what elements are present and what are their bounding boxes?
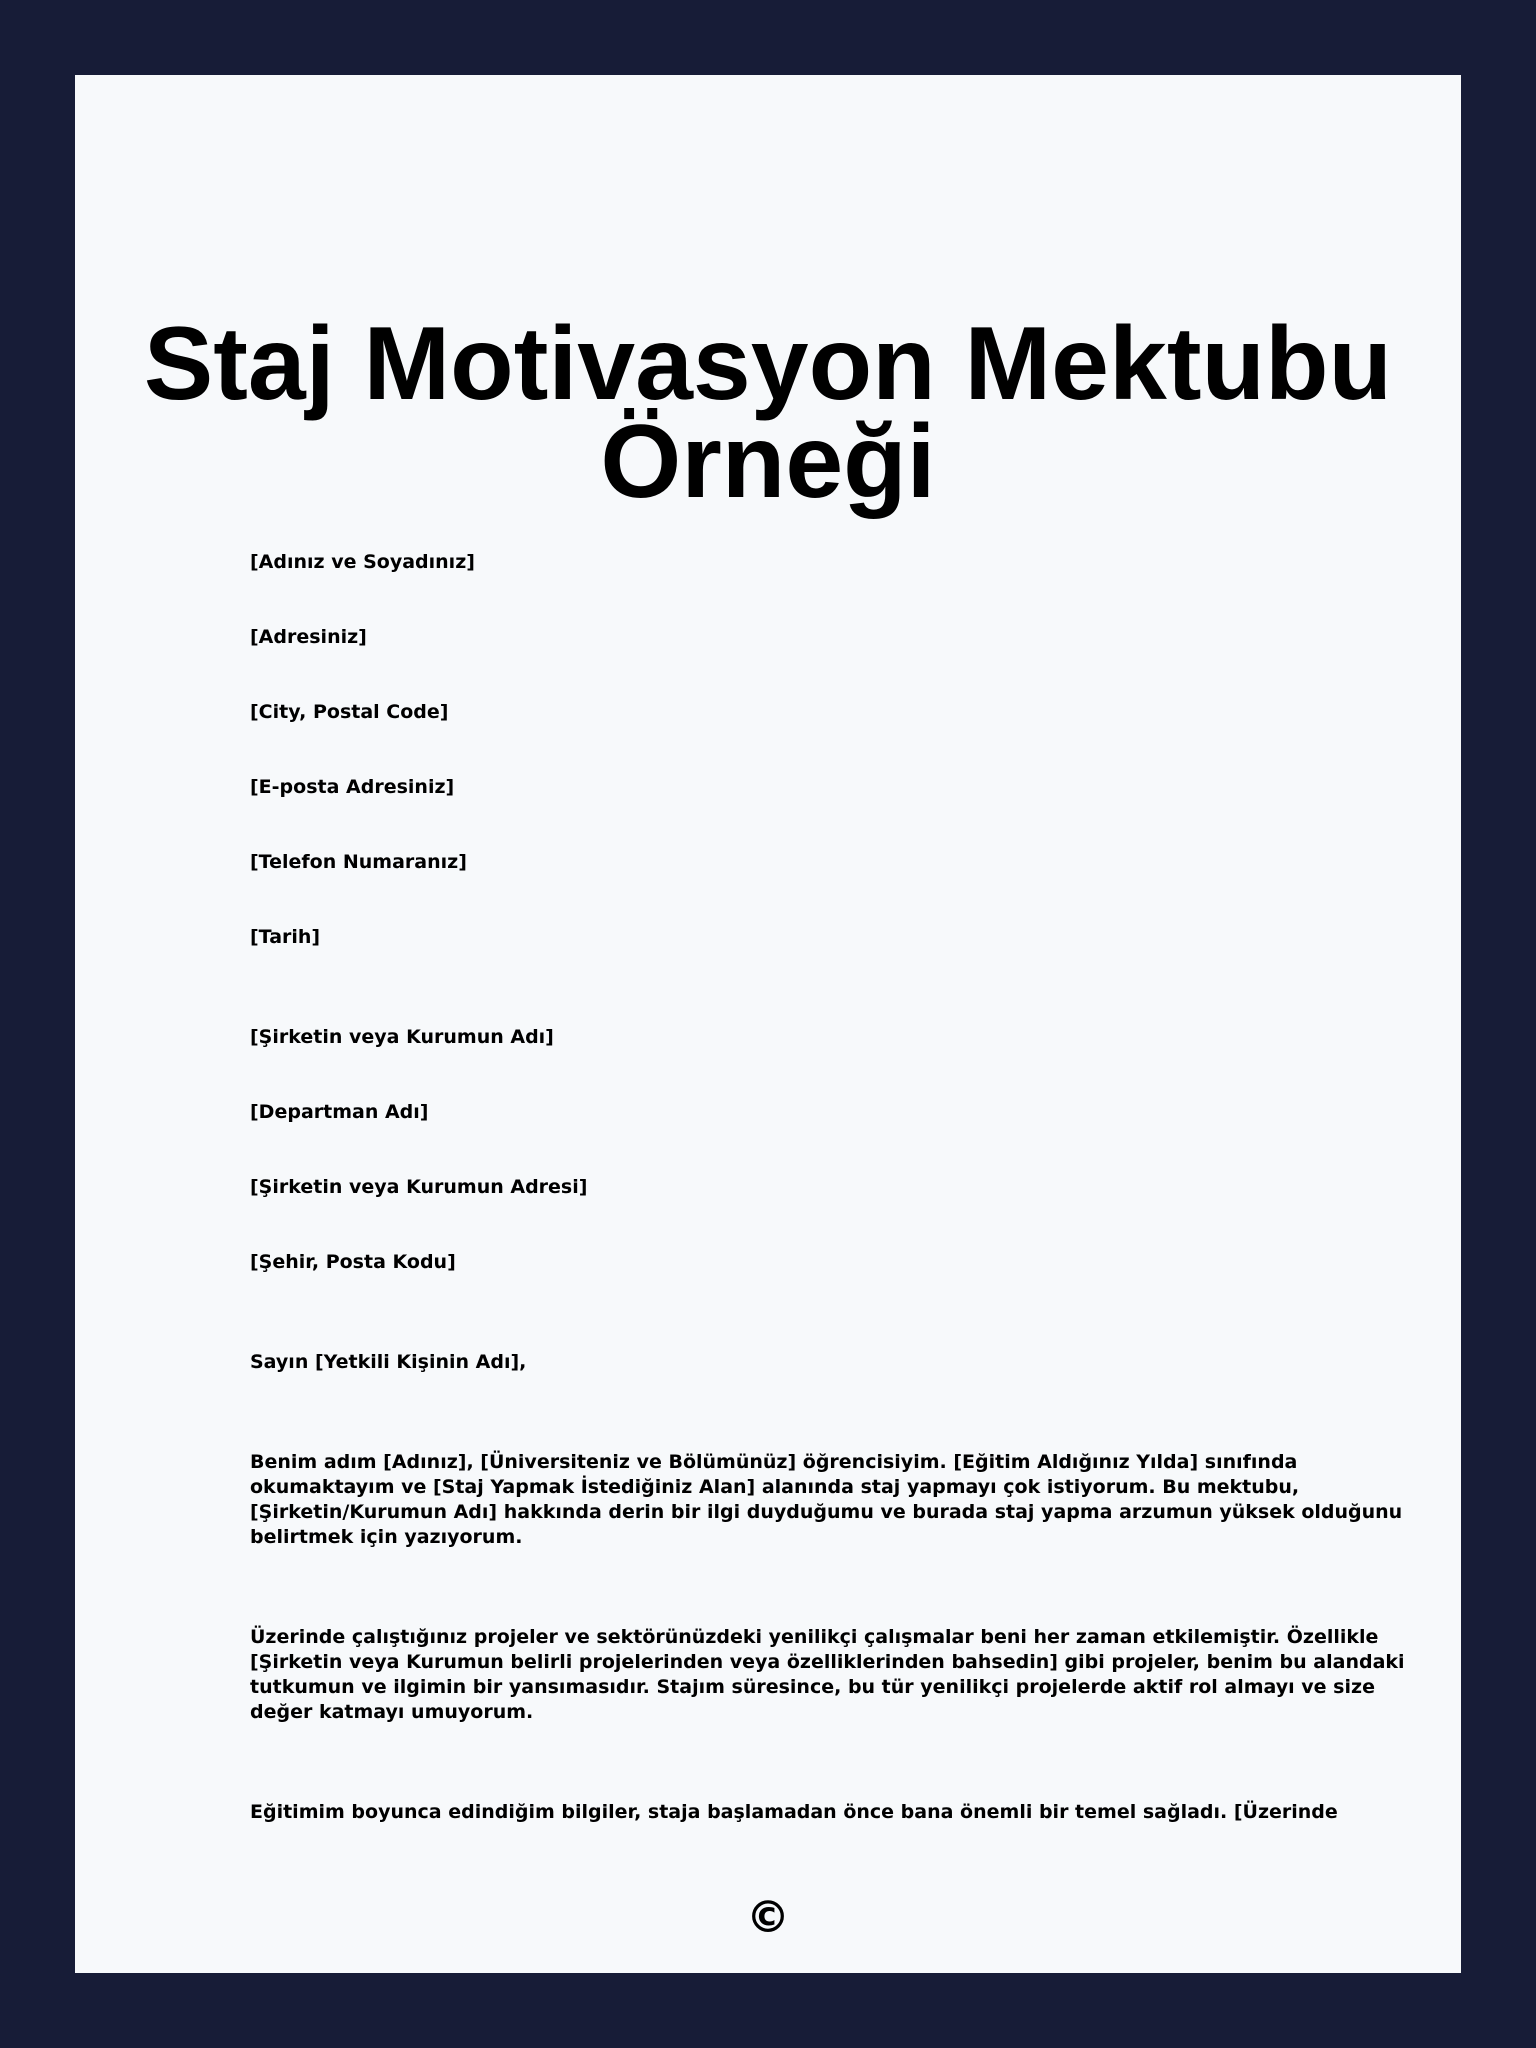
salutation: Sayın [Yetkili Kişinin Adı], xyxy=(250,1351,527,1373)
paragraph-line: tutkumun ve ilgimin bir yansımasıdır. Stajım süresince, bu tür yenilikçi projelerde aktif rol almayı ve size xyxy=(250,1676,1375,1698)
paragraph-line: Benim adım [Adınız], [Üniversiteniz ve Bölümünüz] öğrencisiyim. [Eğitim Aldığınız Yılda] sınıfında xyxy=(250,1451,1298,1473)
sender-phone: [Telefon Numaranız] xyxy=(250,851,467,873)
document-page xyxy=(75,75,1461,1973)
recipient-department: [Departman Adı] xyxy=(250,1101,429,1123)
paragraph-1 xyxy=(250,1450,1403,1550)
paragraph-line: değer katmayı umuyorum. xyxy=(250,1701,534,1723)
paragraph-line: [Şirketin veya Kurumun belirli projelerinden veya özelliklerinden bahsedin] gibi projeler, benim bu alandaki xyxy=(250,1651,1405,1673)
paragraph-line: Üzerinde çalıştığınız projeler ve sektörünüzdeki yenilikçi çalışmalar beni her zaman etkilemiştir. Özellikle xyxy=(250,1626,1379,1648)
paragraph-line: belirtmek için yazıyorum. xyxy=(250,1526,523,1548)
sender-name: [Adınız ve Soyadınız] xyxy=(250,551,475,573)
sender-address: [Adresiniz] xyxy=(250,626,367,648)
paragraph-line: Eğitimim boyunca edindiğim bilgiler, staja başlamadan önce bana önemli bir temel sağladı. [Üzerinde xyxy=(250,1801,1338,1823)
recipient-company: [Şirketin veya Kurumun Adı] xyxy=(250,1026,554,1048)
recipient-city: [Şehir, Posta Kodu] xyxy=(250,1251,456,1273)
sender-city: [City, Postal Code] xyxy=(250,701,449,723)
paragraph-line: okumaktayım ve [Staj Yapmak İstediğiniz Alan] alanında staj yapmayı çok istiyorum. Bu mektubu, xyxy=(250,1476,1300,1498)
page-title: Staj Motivasyon Mektubu Örneği xyxy=(143,306,1393,520)
sender-email: [E-posta Adresiniz] xyxy=(250,776,455,798)
recipient-address: [Şirketin veya Kurumun Adresi] xyxy=(250,1176,588,1198)
copyright-icon: © xyxy=(746,1892,790,1943)
letter-date: [Tarih] xyxy=(250,926,321,948)
paragraph-line: [Şirketin/Kurumun Adı] hakkında derin bir ilgi duyduğumu ve burada staj yapma arzumun yüksek olduğunu xyxy=(250,1501,1403,1523)
paragraph-3 xyxy=(250,1800,1338,1825)
paragraph-2 xyxy=(250,1625,1405,1725)
